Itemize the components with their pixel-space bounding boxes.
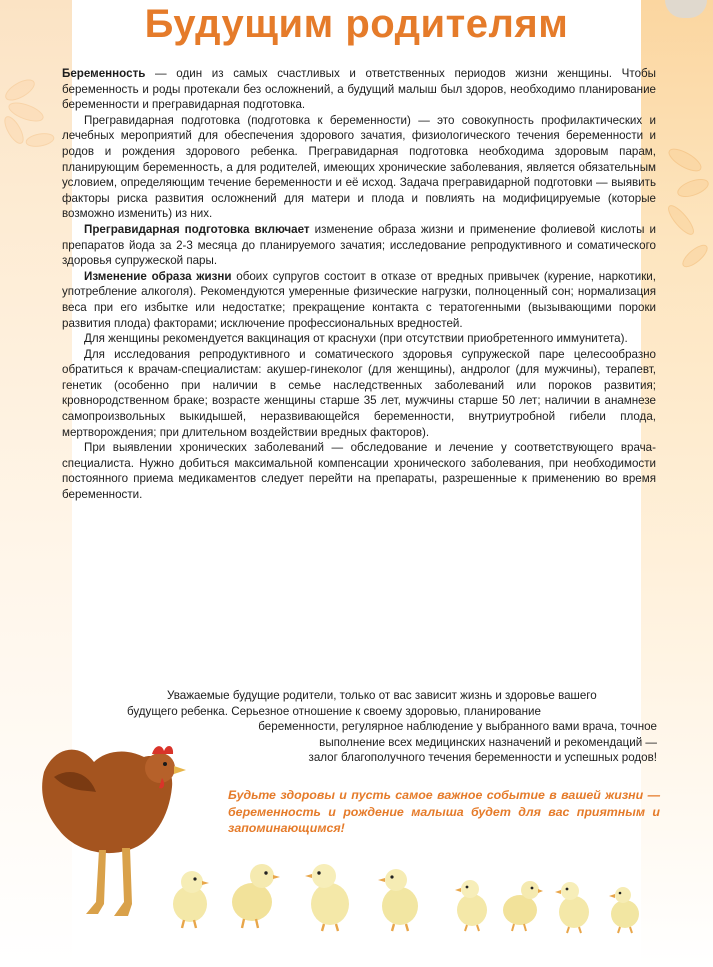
appeal-block: [127, 688, 657, 766]
appeal-line: Уважаемые будущие родители, только от вас зависит жизнь и здоровье вашего: [167, 689, 597, 702]
paragraph-text: Для исследования репродуктивного и соматического здоровья супружеской паре целесообразно обратиться к врачам-специалистам: акушер-гинеколог (для женщины), андролог (для мужчины), терапевт, генетик (особенно при наличии в семье наследственных заболеваний или пороков развития; кровнородственном браке; возрасте женщины старше 35 лет, мужчины старше 50 лет; наличии в анамнезе самопроизвольных выкидышей, неразвивающейся беременности, внутриутробной гибели плода, мертворождения; при длительном воздействии вредных факторов).: [62, 347, 656, 439]
paragraph: [62, 269, 656, 331]
paragraph-text: обоих супругов состоит в отказе от вредных привычек (курение, наркотики, употребление алкоголя). Рекомендуются умеренные физические нагрузки, полноценный сон; нормализация веса при его избытке или недостатке; прекращение контакта с тератогенными (вызывающими пороки развития плода) факторами; исключение профессиональных вредностей.: [62, 269, 656, 330]
chick-icon: [500, 878, 544, 932]
chick-icon: [452, 876, 492, 932]
paragraph: [62, 113, 656, 222]
paragraph: [62, 347, 656, 441]
paragraph-text: изменение образа жизни и применение фолиевой кислоты и препаратов йода за 2-3 месяца до планируемого зачатия; исследование репродуктивного и соматического здоровья супружеской пары.: [62, 222, 656, 268]
chick-icon: [606, 884, 644, 934]
paragraph: [62, 222, 656, 269]
closing-text: Будьте здоровы и пусть самое важное событие в вашей жизни — беременность и рождение малыша будет для вас приятным и запоминающимся!: [228, 788, 660, 835]
chick-icon: [376, 864, 424, 932]
paragraph-bold-lead: Изменение образа жизни: [84, 269, 232, 283]
paragraph-text: Прегравидарная подготовка (подготовка к беременности) — это совокупность профилактических и лечебных мероприятий для обеспечения здорового зачатия, физиологического течения беременности и родов и рождения здорового ребенка. Прегравидарная подготовка необходима здоровым парам, планирующим беременность, а для родителей, имеющих хронические заболевания, является обязательным условием, определяющим течение беременности и её исход. Задача прегравидарной подготовки — выявить факторы риска развития осложнений для матери и плода и повлиять на модифицируемые (которые возможно изменить) из них.: [62, 113, 656, 221]
paragraph: [62, 331, 656, 347]
page-title: Будущим родителям: [144, 2, 569, 46]
article-body: [62, 66, 656, 503]
appeal-line: беременности, регулярное наблюдение у выбранного вами врача, точное: [258, 720, 657, 734]
paragraph-bold-lead: Беременность: [62, 67, 146, 80]
chick-icon: [168, 866, 214, 930]
paragraph-text: При выявлении хронических заболеваний — обследование и лечение у соответствующего врача-специалиста. Нужно добиться максимальной компенсации хронического заболевания, при необходимости постоянного приема медикаментов следует перейти на препараты, разрешенные к применению во время беременности.: [62, 441, 656, 502]
paragraph: [62, 440, 656, 502]
paragraph-text: Для женщины рекомендуется вакцинация от краснухи (при отсутствии приобретенного иммунитета).: [84, 332, 628, 346]
chick-icon: [554, 878, 594, 934]
chick-icon: [304, 858, 354, 932]
closing-wish: [228, 787, 660, 837]
paragraph-bold-lead: Прегравидарная подготовка включает: [84, 222, 310, 236]
appeal-line: будущего ребенка. Серьезное отношение к своему здоровью, планирование: [127, 704, 541, 718]
paragraph: [62, 66, 656, 113]
chick-icon: [228, 858, 282, 930]
appeal-line: залог благополучного течения беременности и успешных родов!: [308, 751, 657, 765]
appeal-line: выполнение всех медицинских назначений и рекомендаций —: [319, 735, 657, 749]
flower-decor-icon: [0, 60, 70, 170]
paragraph-text: — один из самых счастливых и ответственных периодов жизни женщины. Чтобы беременность и роды протекали без осложнений, а будущий малыш был здоров, необходимо планирование беременности и прегравидарная подготовка.: [62, 67, 656, 112]
